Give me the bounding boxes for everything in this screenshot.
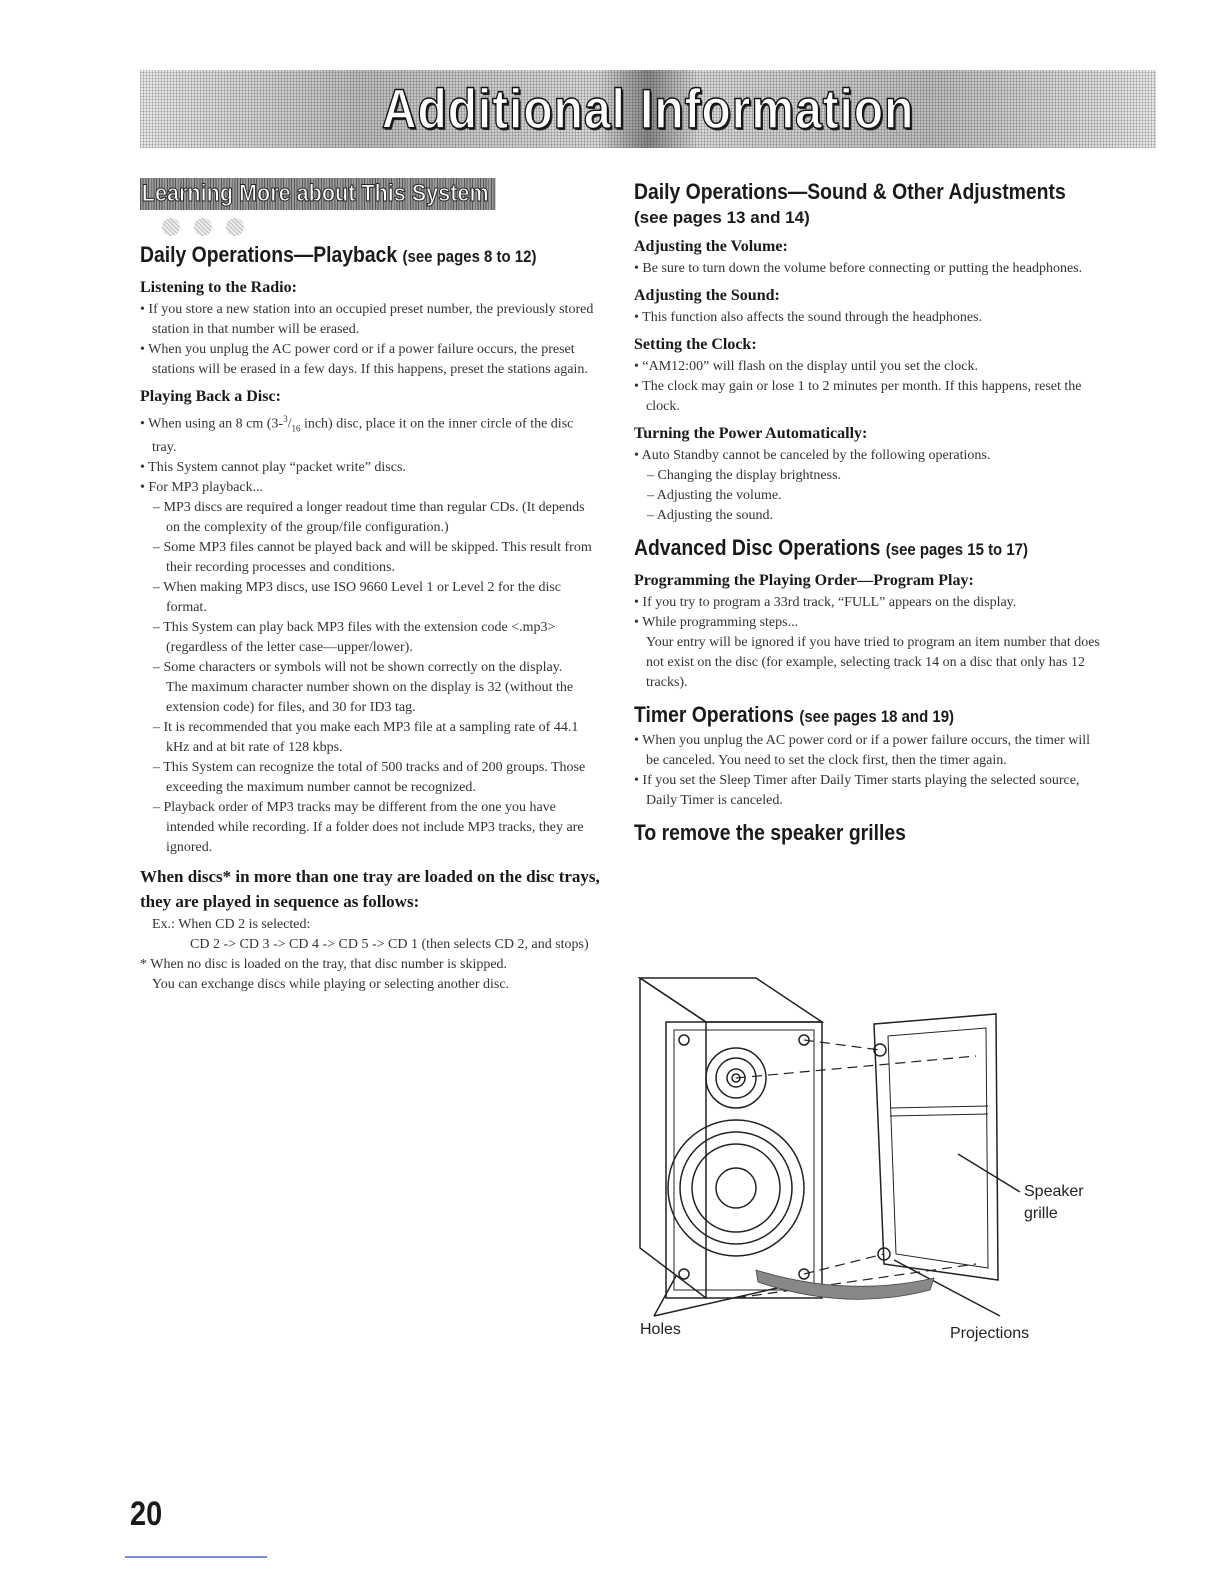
speaker-cabinet-top <box>640 978 822 1022</box>
mp3-note-2: – Some MP3 files cannot be played back and will be skipped. This result from their recording processes and conditions. <box>153 540 592 576</box>
section-playback-title: Daily Operations—Playback (see pages 8 to 12) <box>140 242 537 267</box>
section-advanced-title: Advanced Disc Operations (see pages 15 to 17) <box>634 535 1028 560</box>
disc-bullet-3: • For MP3 playback... <box>140 480 264 496</box>
power-dash-3: – Adjusting the sound. <box>647 508 774 523</box>
mp3-note-3: – When making MP3 discs, use ISO 9660 Level 1 or Level 2 for the disc format. <box>153 580 562 616</box>
footer-rule <box>125 1556 267 1558</box>
timer-bullet-2: • If you set the Sleep Timer after Daily Timer starts playing the selected source, Daily Timer is canceled. <box>634 773 1080 808</box>
disc-block <box>140 386 600 858</box>
mp3-note-6: – It is recommended that you make each MP3 file at a sampling rate of 44.1 kHz and at bit rate of 128 kbps. <box>153 720 579 756</box>
section-timer-title: Timer Operations (see pages 18 and 19) <box>634 702 955 727</box>
header-banner <box>140 70 1156 148</box>
trays-footnote: * When no disc is loaded on the tray, that disc number is skipped. <box>140 957 508 973</box>
clock-bullet-2: • The clock may gain or lose 1 to 2 minutes per month. If this happens, reset the clock. <box>634 379 1082 414</box>
mp3-note-1: – MP3 discs are required a longer readout time than regular CDs. (It depends on the complexity of the group/file configuration.) <box>153 500 585 536</box>
mp3-note-7: – This System can recognize the total of 500 tracks and of 200 groups. Those exceeding the maximum number cannot be recognized. <box>153 760 586 796</box>
label-grille: grille <box>1024 1205 1058 1222</box>
clock-heading: Setting the Clock: <box>634 336 757 353</box>
sound-heading: Adjusting the Sound: <box>634 287 780 304</box>
hole-bottom-left <box>679 1269 689 1279</box>
disc-bullet-2: • This System cannot play “packet write” discs. <box>140 460 406 476</box>
radio-bullet-2: • When you unplug the AC power cord or if a power failure occurs, the preset stations will be erased in a few days. If this happens, preset the stations again. <box>140 342 588 377</box>
trays-heading: When discs* in more than one tray are loaded on the disc trays, they are played in sequence as follows: <box>140 867 600 912</box>
label-holes: Holes <box>640 1321 681 1338</box>
speaker-cabinet-side <box>640 978 706 1298</box>
timer-bullet-1: • When you unplug the AC power cord or if a power failure occurs, the timer will be canceled. You need to set the clock first, then the timer again. <box>634 733 1091 768</box>
trays-block <box>140 864 600 995</box>
power-heading: Turning the Power Automatically: <box>634 425 868 442</box>
learning-more-heading <box>140 178 600 241</box>
right-column <box>634 178 1102 847</box>
pointer-grille <box>958 1154 1020 1192</box>
page-number: 20 <box>130 1495 163 1533</box>
swoosh-arrow <box>756 1270 934 1299</box>
label-projections: Projections <box>950 1325 1030 1342</box>
hole-top-left <box>679 1035 689 1045</box>
radio-heading: Listening to the Radio: <box>140 279 297 296</box>
trays-example: Ex.: When CD 2 is selected: <box>152 917 311 933</box>
program-heading: Programming the Playing Order—Program Play: <box>634 572 974 589</box>
section-sound-pages: (see pages 13 and 14) <box>634 208 810 227</box>
volume-heading: Adjusting the Volume: <box>634 238 788 255</box>
mp3-note-5: – Some characters or symbols will not be shown correctly on the display. <box>153 660 563 676</box>
disc-bullet-1: • When using an 8 cm ($3-^3/_{16}$ inch) disc, place it on the inner circle of the disc tray. <box>140 414 574 456</box>
mp3-note-4: – This System can play back MP3 files with the extension code <.mp3> (regardless of the letter case—upper/lower). <box>153 620 556 656</box>
woofer <box>668 1120 804 1256</box>
radio-bullet-1: • If you store a new station into an occupied preset number, the previously stored station in that number will be erased. <box>140 302 594 337</box>
label-speaker: Speaker <box>1024 1183 1084 1200</box>
speaker-grille-panel <box>874 1014 998 1280</box>
learning-more-title: Learning More about This System <box>140 178 496 210</box>
sound-bullet-1: • This function also affects the sound through the headphones. <box>634 310 983 325</box>
section-sound-title: Daily Operations—Sound & Other Adjustments <box>634 179 1066 204</box>
pointer-holes-a <box>654 1276 676 1316</box>
mp3-note-8: – Playback order of MP3 tracks may be different from the one you have intended while recording. If a folder does not include MP3 tracks, they are ignored. <box>153 800 584 856</box>
radio-block <box>140 277 600 380</box>
page-title: Additional Information <box>381 77 915 140</box>
section-grilles-title: To remove the speaker grilles <box>634 820 906 845</box>
power-bullet-1: • Auto Standby cannot be canceled by the following operations. <box>634 448 991 463</box>
clock-bullet-1: • “AM12:00” will flash on the display until you set the clock. <box>634 359 978 374</box>
volume-bullet-1: • Be sure to turn down the volume before connecting or putting the headphones. <box>634 261 1083 276</box>
decorative-dots <box>148 218 244 241</box>
mp3-note-5-cont: The maximum character number shown on the display is 32 (without the extension code) for files, and 30 for ID3 tag. <box>166 680 574 716</box>
program-bullet-2: • While programming steps... <box>634 615 799 630</box>
left-column <box>140 178 600 995</box>
program-bullet-2-cont: Your entry will be ignored if you have tried to program an item number that does not exist on the disc (for example, selecting track 14 on a disc that only has 12 tracks). <box>646 635 1100 690</box>
program-bullet-1: • If you try to program a 33rd track, “FULL” appears on the display. <box>634 595 1017 610</box>
disc-heading: Playing Back a Disc: <box>140 388 281 405</box>
power-dash-2: – Adjusting the volume. <box>647 488 782 503</box>
power-dash-1: – Changing the display brightness. <box>647 468 842 483</box>
trays-exchange-note: You can exchange discs while playing or selecting another disc. <box>152 977 510 993</box>
trays-sequence: CD 2 -> CD 3 -> CD 4 -> CD 5 -> CD 1 (then selects CD 2, and stops) <box>190 937 589 953</box>
speaker-grille-diagram <box>636 968 1106 1348</box>
